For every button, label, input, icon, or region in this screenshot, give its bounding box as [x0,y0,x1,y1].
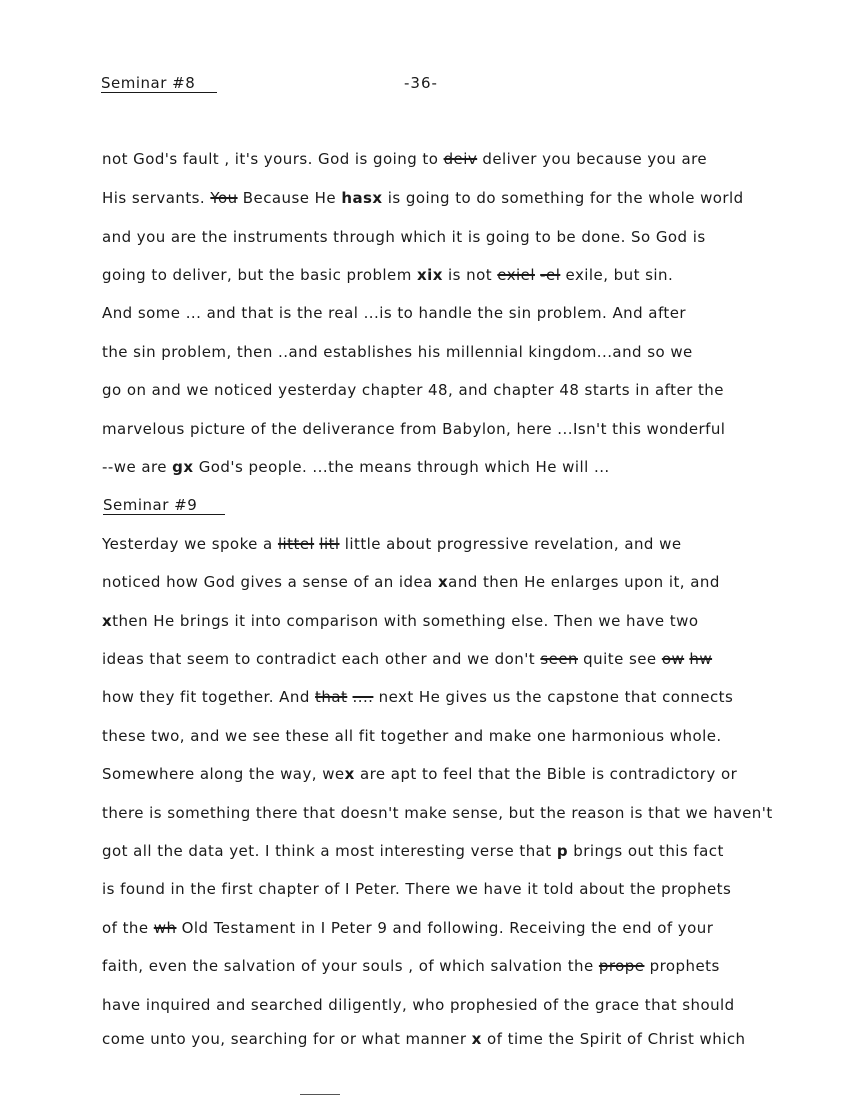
text-segment: noticed how God gives a sense of an idea [102,573,439,591]
text-segment: and then He enlarges upon it, and [448,573,720,591]
text-line [102,650,712,668]
text-line [102,842,724,860]
struck-text: ow [661,650,685,668]
struck-text: that [315,688,348,706]
text-segment: come unto you, searching for or what manner [102,1030,472,1048]
text-line [102,919,713,937]
text-segment: then He brings it into comparison with something else. Then we have two [112,612,699,630]
text-segment: and you are the instruments through which it is going to be done. So God is [102,228,706,246]
overtyped-text: x [438,573,449,591]
struck-text: seen [540,650,578,668]
overtyped-text: xix [417,266,443,284]
text-segment: Somewhere along the way, we [102,765,345,783]
text-line [102,612,698,630]
text-line [102,189,744,207]
text-segment: got all the data yet. I think a most interesting verse that [102,842,557,860]
text-segment: quite see [577,650,662,668]
text-segment: next He gives us the capstone that connects [373,688,734,706]
page-number: -36- [404,74,438,92]
text-segment: prophets [644,957,720,975]
struck-text: -el [540,266,561,284]
struck-text: wh [153,919,177,937]
text-segment: Yesterday we spoke a [102,535,278,553]
text-line [102,573,720,591]
text-segment: --we are [102,458,173,476]
text-segment: there is something there that doesn't make sense, but the reason is that we haven't [102,804,773,822]
text-segment: Because He [237,189,342,207]
text-line [102,957,720,975]
overtyped-text: x [344,765,355,783]
text-line [102,880,731,898]
text-segment: God's people. ...the means through which He will ... [193,458,610,476]
text-segment: is not [442,266,498,284]
text-segment: not God's fault , it's yours. God is going to [102,150,444,168]
text-line [102,765,737,783]
text-line [102,1030,746,1048]
text-line [102,266,673,284]
struck-text: hw [689,650,713,668]
text-segment: faith, even the salvation of your souls , of which salvation the [102,957,599,975]
overtyped-text: p [556,842,569,860]
text-line [102,343,693,361]
overtyped-text: x [102,612,113,630]
text-line [102,458,610,476]
text-line [102,727,722,745]
overtyped-text: gx [172,458,194,476]
text-line [102,150,707,168]
text-segment: of the [102,919,154,937]
struck-text: exiel [497,266,535,284]
struck-text: prope [598,957,645,975]
text-segment: And some ... and that is the real ...is to handle the sin problem. And after [102,304,687,322]
text-segment: brings out this fact [568,842,724,860]
header-title: Seminar #8 [101,74,217,93]
overtyped-text: hasx [341,189,383,207]
text-segment: exile, but sin. [560,266,674,284]
struck-text: .... [352,688,374,706]
text-line [102,381,724,399]
text-segment: how they fit together. And [102,688,316,706]
text-line [102,228,706,246]
text-segment: are apt to feel that the Bible is contradictory or [354,765,738,783]
text-line [102,535,682,553]
struck-text: littel [277,535,315,553]
text-segment: Old Testament in I Peter 9 and following. Receiving the end of your [176,919,714,937]
text-segment: little about progressive revelation, and we [339,535,682,553]
text-line [102,420,725,438]
text-segment: the sin problem, then ..and establishes his millennial kingdom...and so we [102,343,693,361]
text-segment: these two, and we see these all fit together and make one harmonious whole. [102,727,722,745]
text-segment: is going to do something for the whole world [382,189,744,207]
text-line [102,996,735,1014]
text-segment: have inquired and searched diligently, who prophesied of the grace that should [102,996,735,1014]
text-line [102,304,686,322]
text-segment: is found in the first chapter of I Peter. There we have it told about the prophets [102,880,732,898]
section-heading: Seminar #9 [103,496,225,515]
overtyped-text: x [471,1030,482,1048]
struck-text: litl [319,535,340,553]
text-segment: go on and we noticed yesterday chapter 48, and chapter 48 starts in after the [102,381,724,399]
text-segment: marvelous picture of the deliverance from Babylon, here ...Isn't this wonderful [102,420,726,438]
text-segment: going to deliver, but the basic problem [102,266,417,284]
text-segment: of time the Spirit of Christ which [481,1030,746,1048]
struck-text: deiv [443,150,478,168]
text-line [102,804,773,822]
text-line [102,688,733,706]
footer-mark [300,1094,340,1095]
text-segment: His servants. [102,189,211,207]
text-segment: ideas that seem to contradict each other and we don't [102,650,541,668]
text-segment: deliver you because you are [477,150,708,168]
struck-text: You [210,189,238,207]
